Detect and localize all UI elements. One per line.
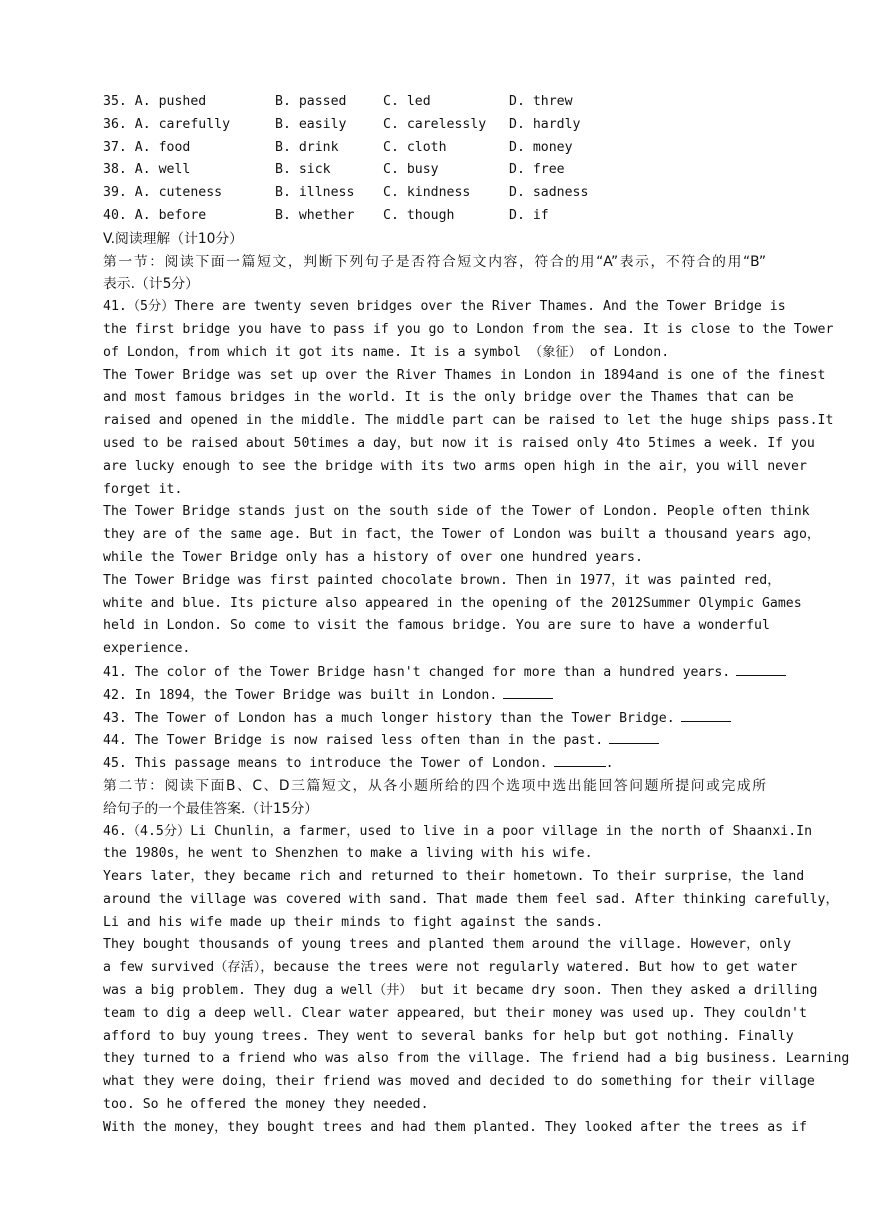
question-text: 45. This passage means to introduce the Tower of London. — [103, 756, 548, 772]
option-row — [103, 182, 588, 205]
option-b: B. sick — [275, 162, 331, 178]
part2-instructions-cont: 给句子的一个最佳答案.（计15分） — [103, 800, 319, 817]
part2-instructions: 第二节：阅读下面B、C、D三篇短文，从各小题所给的四个选项中选出能回答问题所提问或完成所 — [103, 777, 766, 794]
option-a: 40. A. before — [103, 207, 207, 223]
question-item — [103, 707, 766, 730]
answer-blank[interactable] — [503, 684, 553, 699]
option-a: 35. A. pushed — [103, 94, 207, 109]
passage-line: the 1980s，he went to Shenzhen to make a living with his wife. — [103, 846, 593, 862]
passage-line: 46.（4.5分）Li Chunlin，a farmer，used to live in a poor village in the north of Shaanxi.In — [103, 823, 813, 839]
passage-line: The Tower Bridge was set up over the River Thames in London in 1894and is one of the finest — [103, 367, 826, 383]
part1-instructions-cont: 表示.（计5分） — [103, 276, 199, 293]
passage-li-chunlin — [103, 821, 850, 1140]
option-b: B. drink — [275, 139, 339, 155]
passage-line: With the money，they bought trees and had them planted. They looked after the trees as if — [103, 1119, 807, 1135]
option-d: D. threw — [509, 94, 573, 109]
option-a: 38. A. well — [103, 162, 191, 178]
question-item — [103, 752, 766, 775]
answer-blank[interactable] — [609, 729, 659, 744]
option-row — [103, 137, 588, 160]
question-text: 43. The Tower of London has a much longer history than the Tower Bridge. — [103, 710, 675, 726]
question-end-mark: . — [605, 756, 614, 772]
passage-line: white and blue. Its picture also appeared in the opening of the 2012Summer Olympic Games — [103, 595, 802, 611]
answer-blank[interactable] — [736, 661, 786, 676]
option-a: 37. A. food — [103, 139, 191, 155]
option-c: C. though — [383, 207, 455, 223]
passage-line: while the Tower Bridge only has a history of over one hundred years. — [103, 549, 643, 565]
passage-line: forget it. — [103, 481, 183, 497]
passage-line: used to be raised about 50times a day，but now it is raised only 4to 5times a week. If you — [103, 435, 815, 451]
option-row — [103, 205, 588, 228]
option-c: C. led — [383, 94, 431, 109]
passage-line: held in London. So come to visit the famous bridge. You are sure to have a wonderful — [103, 618, 770, 634]
option-c: C. carelessly — [383, 116, 487, 132]
passage-line: They bought thousands of young trees and planted them around the village. However，only — [103, 937, 792, 953]
option-b: B. easily — [275, 116, 347, 132]
option-c: C. kindness — [383, 185, 471, 201]
passage-line: was a big problem. They dug a well（井） but it became dry soon. Then they asked a drilling — [103, 983, 818, 999]
section-heading: V.阅读理解（计10分） — [103, 230, 243, 247]
answer-blank[interactable] — [681, 707, 731, 722]
question-text: 44. The Tower Bridge is now raised less often than in the past. — [103, 733, 604, 749]
option-a: 36. A. carefully — [103, 116, 231, 132]
passage-line: the first bridge you have to pass if you go to London from the sea. It is close to the Tower — [103, 321, 834, 337]
option-b: B. whether — [275, 207, 355, 223]
option-c: C. cloth — [383, 139, 447, 155]
passage-line: 41.（5分）There are twenty seven bridges over the River Thames. And the Tower Bridge is — [103, 299, 786, 315]
option-d: D. hardly — [509, 116, 581, 132]
option-b: B. passed — [275, 94, 347, 109]
option-row — [103, 114, 588, 137]
passage-line: Li and his wife made up their minds to fight against the sands. — [103, 914, 604, 930]
passage-line: team to dig a deep well. Clear water appeared，but their money was used up. They couldn't — [103, 1005, 807, 1021]
option-b: B. illness — [275, 185, 355, 201]
option-a: 39. A. cuteness — [103, 185, 223, 201]
exam-page — [103, 91, 850, 1140]
question-list — [103, 661, 766, 775]
option-d: D. money — [509, 139, 573, 155]
passage-tower-bridge — [103, 296, 834, 661]
passage-line: they are of the same age. But in fact，the Tower of London was built a thousand years ago， — [103, 527, 821, 543]
question-text: 42. In 1894，the Tower Bridge was built in London. — [103, 687, 498, 703]
question-item — [103, 661, 766, 684]
answer-blank[interactable] — [554, 752, 606, 767]
option-d: D. if — [509, 207, 549, 223]
passage-line: afford to buy young trees. They went to several banks for help but got nothing. Finally — [103, 1028, 794, 1044]
passage-line: are lucky enough to see the bridge with its two arms open high in the air，you will never — [103, 458, 807, 474]
option-row — [103, 91, 588, 114]
question-item — [103, 684, 766, 707]
option-d: D. free — [509, 162, 565, 178]
passage-line: what they were doing，their friend was moved and decided to do something for their village — [103, 1074, 815, 1090]
passage-line: raised and opened in the middle. The middle part can be raised to let the huge ships pass.It — [103, 413, 834, 429]
passage-line: of London，from which it got its name. It is a symbol （象征） of London. — [103, 344, 670, 360]
passage-line: and most famous bridges in the world. It is the only bridge over the Thames that can be — [103, 390, 794, 406]
passage-line: experience. — [103, 641, 191, 657]
question-item — [103, 729, 766, 752]
passage-line: a few survived（存活），because the trees were not regularly watered. But how to get water — [103, 960, 798, 976]
passage-line: Years later，they became rich and returned to their hometown. To their surprise，the land — [103, 869, 805, 885]
option-row — [103, 159, 588, 182]
passage-line: The Tower Bridge was first painted chocolate brown. Then in 1977，it was painted red， — [103, 572, 781, 588]
option-d: D. sadness — [509, 185, 589, 201]
question-text: 41. The color of the Tower Bridge hasn't changed for more than a hundred years. — [103, 664, 731, 680]
part1-instructions: 第一节：阅读下面一篇短文，判断下列句子是否符合短文内容，符合的用“A”表示，不符合的用“B” — [103, 253, 766, 270]
option-c: C. busy — [383, 162, 439, 178]
passage-line: around the village was covered with sand. That made them feel sad. After thinking carefully， — [103, 891, 839, 907]
options-table — [103, 91, 588, 228]
passage-line: The Tower Bridge stands just on the south side of the Tower of London. People often think — [103, 504, 810, 520]
passage-line: too. So he offered the money they needed. — [103, 1097, 429, 1113]
passage-line: they turned to a friend who was also from the village. The friend had a big business. Learning — [103, 1051, 850, 1067]
